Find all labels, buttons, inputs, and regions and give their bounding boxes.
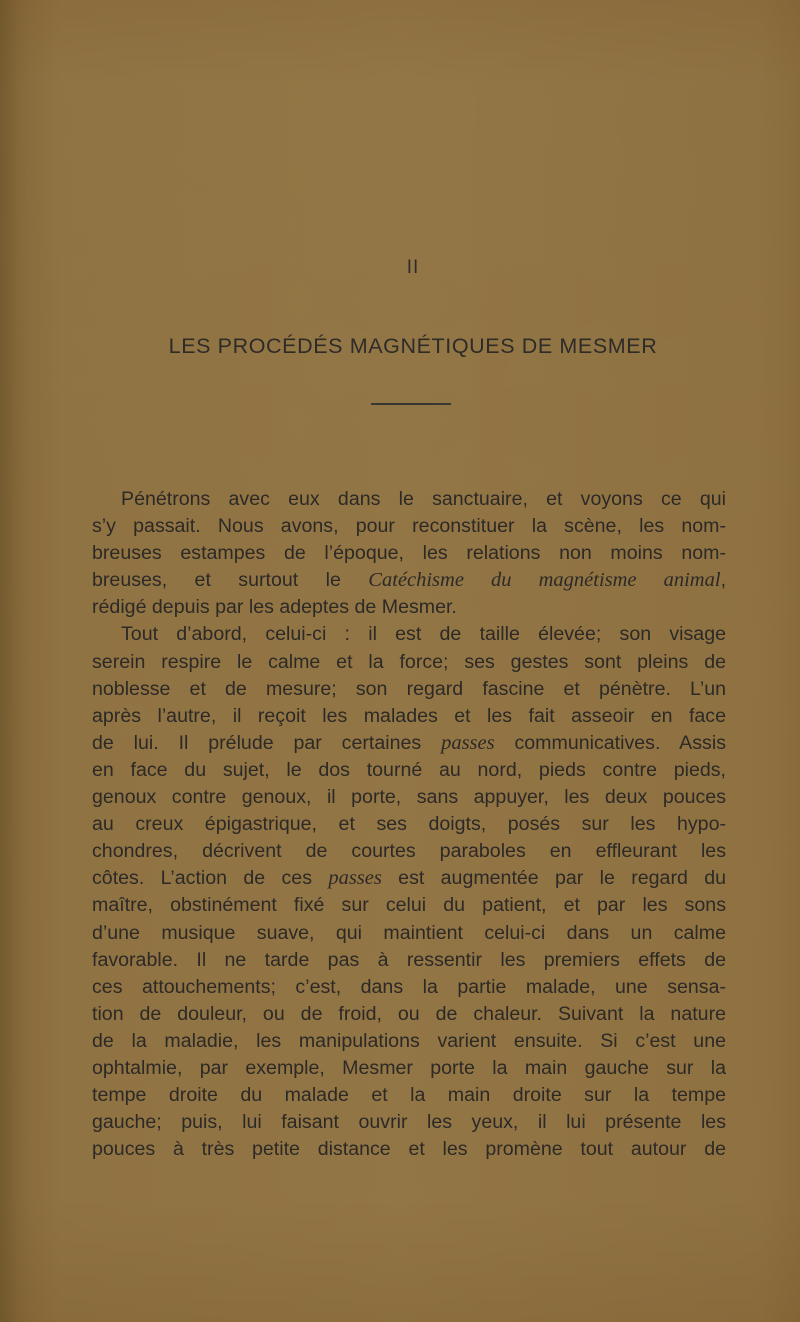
text-line — [92, 1109, 726, 1136]
text-segment: serein respire le calme et la force; ses gestes sont pleins de — [92, 650, 726, 673]
text-line — [92, 784, 726, 811]
text-segment: Pénétrons avec eux dans le sanctuaire, et voyons ce qui — [121, 488, 726, 510]
text-segment: pouces à très petite distance et les promène tout autour de — [92, 1138, 726, 1161]
text-segment: Tout d’abord, celui-ci : il est de taille élevée; son visage — [121, 623, 726, 646]
text-segment: de lui. Il prélude par certaines — [92, 731, 442, 754]
text-line — [92, 676, 726, 703]
text-segment: tempe droite du malade et la main droite sur la tempe — [92, 1084, 726, 1107]
text-segment: au creux épigastrique, et ses doigts, posés sur les hypo- — [92, 813, 726, 836]
text-segment: genoux contre genoux, il porte, sans appuyer, les deux pouces — [92, 786, 726, 809]
chapter-title: LES PROCÉDÉS MAGNÉTIQUES DE MESMER — [168, 334, 658, 358]
text-segment: chondres, décrivent de courtes paraboles en effleurant les — [92, 840, 726, 863]
italic-segment: passes — [441, 731, 495, 754]
italic-segment: Catéchisme du magnétisme animal — [368, 569, 721, 592]
text-segment: ces attouchements; c’est, dans la partie malade, une sensa- — [92, 975, 726, 998]
text-line — [92, 594, 726, 621]
text-segment: , — [720, 569, 727, 592]
text-line — [92, 621, 726, 648]
text-line — [92, 540, 726, 567]
page-spine-shadow — [0, 0, 30, 1322]
text-segment: tion de douleur, ou de froid, ou de chaleur. Suivant la nature — [92, 1002, 726, 1025]
text-segment: maître, obstinément fixé sur celui du patient, et par les sons — [92, 894, 726, 917]
chapter-number: II — [406, 257, 420, 278]
text-line — [92, 757, 726, 784]
text-line — [92, 1082, 726, 1109]
text-line — [92, 947, 726, 974]
body-text — [92, 486, 726, 1163]
text-segment: ophtalmie, par exemple, Mesmer porte la main gauche sur la — [92, 1056, 726, 1079]
text-segment: côtes. L’action de ces — [92, 867, 329, 890]
text-line — [92, 649, 726, 676]
text-segment: breuses estampes de l’époque, les relations non moins nom- — [92, 542, 726, 565]
text-segment: noblesse et de mesure; son regard fascine et pénètre. L’un — [92, 677, 726, 700]
text-segment: rédigé depuis par les adeptes de Mesmer. — [92, 596, 457, 619]
text-line — [92, 567, 726, 594]
text-line — [92, 920, 726, 947]
text-segment: s’y passait. Nous avons, pour reconstituer la scène, les nom- — [92, 515, 726, 538]
text-segment: est augmentée par le regard du — [381, 867, 726, 890]
text-line — [92, 838, 726, 865]
text-line — [92, 1055, 726, 1082]
title-rule — [371, 403, 451, 405]
text-line — [92, 730, 726, 757]
italic-segment: passes — [328, 867, 382, 890]
text-segment: d’une musique suave, qui maintient celui-ci dans un calme — [92, 921, 726, 944]
text-line — [92, 486, 726, 513]
text-segment: communicatives. Assis — [494, 731, 726, 754]
text-segment: en face du sujet, le dos tourné au nord, pieds contre pieds, — [92, 758, 726, 781]
text-line — [92, 892, 726, 919]
text-line — [92, 974, 726, 1001]
text-line — [92, 865, 726, 892]
text-line — [92, 703, 726, 730]
text-segment: de la maladie, les manipulations varient ensuite. Si c’est une — [92, 1029, 726, 1052]
text-line — [92, 811, 726, 838]
text-segment: breuses, et surtout le — [92, 569, 369, 592]
text-segment: favorable. Il ne tarde pas à ressentir les premiers effets de — [92, 948, 726, 971]
text-segment: après l’autre, il reçoit les malades et les fait asseoir en face — [92, 704, 726, 727]
text-line — [92, 513, 726, 540]
text-line — [92, 1028, 726, 1055]
text-line — [92, 1136, 726, 1163]
text-segment: gauche; puis, lui faisant ouvrir les yeux, il lui présente les — [92, 1111, 726, 1134]
text-line — [92, 1001, 726, 1028]
